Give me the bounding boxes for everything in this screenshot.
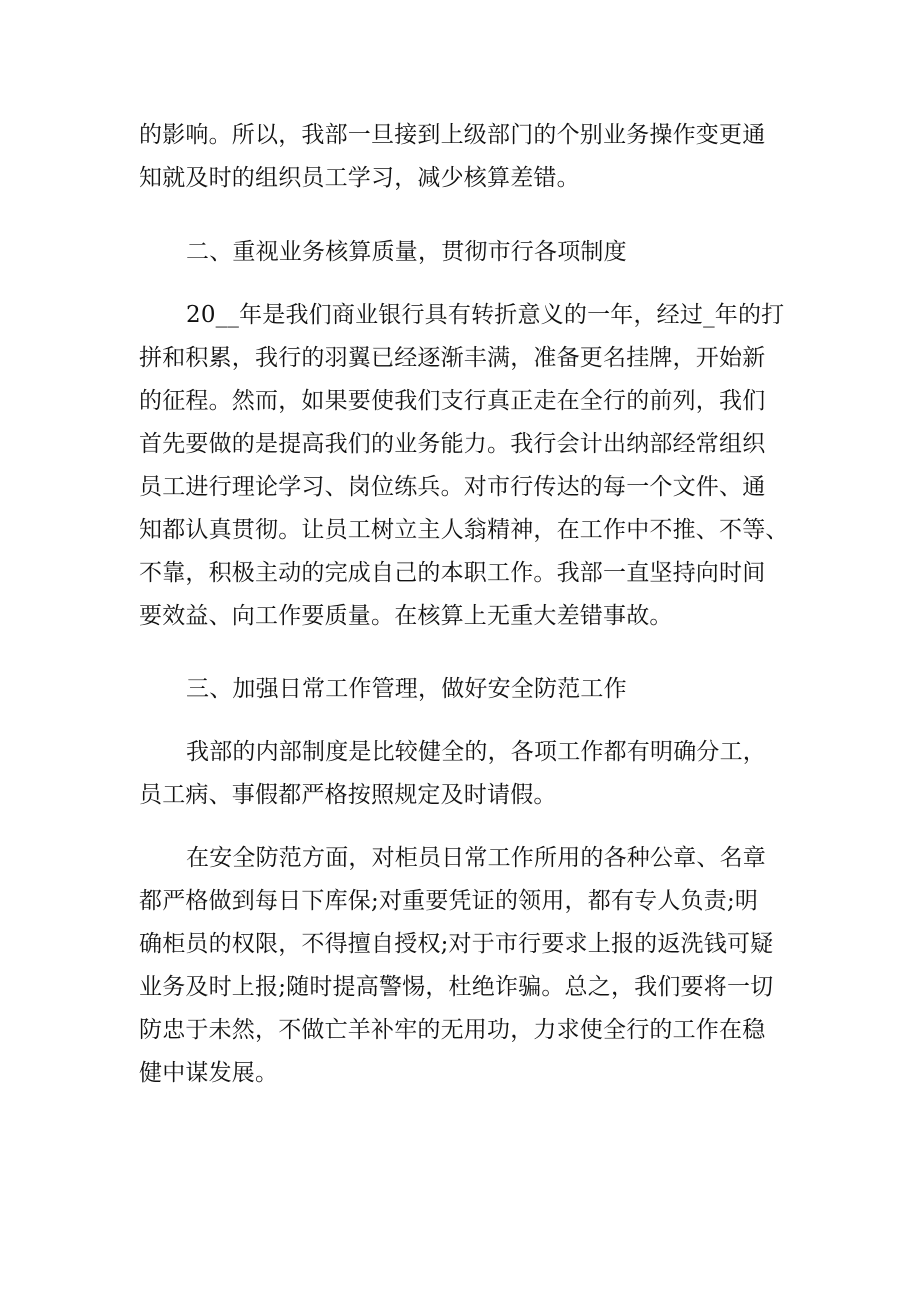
body-line: 不靠，积极主动的完成自己的本职工作。我部一直坚持向时间 bbox=[139, 560, 766, 586]
body-line: 员工进行理论学习、岗位练兵。对市行传达的每一个文件、通 bbox=[139, 474, 766, 500]
section-heading: 三、加强日常工作管理，做好安全防范工作 bbox=[186, 676, 627, 702]
body-line: 首先要做的是提高我们的业务能力。我行会计出纳部经常组织 bbox=[139, 431, 766, 457]
body-line: 知都认真贯彻。让员工树立主人翁精神，在工作中不推、不等、 bbox=[139, 517, 789, 543]
body-line: 防忠于未然，不做亡羊补牢的无用功，力求使全行的工作在稳 bbox=[139, 1017, 766, 1043]
body-line: 知就及时的组织员工学习，减少核算差错。 bbox=[139, 165, 580, 191]
body-line: 健中谋发展。 bbox=[139, 1060, 279, 1086]
body-line: 拼和积累，我行的羽翼已经逐渐丰满，准备更名挂牌，开始新 bbox=[139, 345, 766, 371]
body-line: 在安全防范方面，对柜员日常工作所用的各种公章、名章 bbox=[186, 845, 766, 871]
body-line: 业务及时上报;随时提高警惕，杜绝诈骗。总之，我们要将一切 bbox=[139, 974, 774, 1000]
body-line: 员工病、事假都严格按照规定及时请假。 bbox=[139, 782, 557, 808]
body-line: 我部的内部制度是比较健全的，各项工作都有明确分工， bbox=[186, 739, 766, 765]
body-line: 的征程。然而，如果要使我们支行真正走在全行的前列，我们 bbox=[139, 388, 766, 414]
section-heading: 二、重视业务核算质量，贯彻市行各项制度 bbox=[186, 239, 627, 265]
body-line: 的影响。所以，我部一旦接到上级部门的个别业务操作变更通 bbox=[139, 122, 766, 148]
body-line: 要效益、向工作要质量。在核算上无重大差错事故。 bbox=[139, 603, 673, 629]
body-line: 都严格做到每日下库保;对重要凭证的领用，都有专人负责;明 bbox=[139, 888, 759, 914]
body-line: 确柜员的权限，不得擅自授权;对于市行要求上报的返洗钱可疑 bbox=[139, 931, 774, 957]
body-line: 20__年是我们商业银行具有转折意义的一年，经过_年的打 bbox=[186, 302, 785, 328]
